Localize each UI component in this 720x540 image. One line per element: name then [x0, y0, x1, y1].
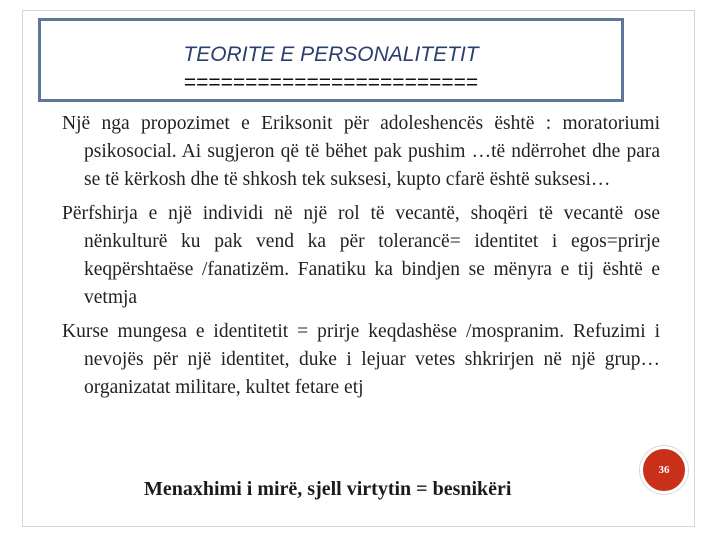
title-underline: ======================== — [183, 71, 479, 94]
slide-content — [62, 110, 660, 408]
page-number: 36 — [658, 464, 670, 476]
title-box — [38, 18, 624, 102]
page-number-badge — [640, 446, 688, 494]
paragraph-erikson-moratorium: Një nga propozimet e Eriksonit për adoleshencës është : moratoriumi psikosocial. Ai sugjeron që të bëhet pak pushim …të ndërrohet dhe para se të kërkosh dhe të shkosh tek suksesi, kupto cfarë është suksesi… — [62, 113, 660, 190]
slide-title: TEORITE E PERSONALITETIT — [183, 43, 479, 66]
paragraph-identity-lack: Kurse mungesa e identitetit = prirje keqdashëse /mospranim. Refuzimi i nevojës për një identitet, duke i lejuar vetes shkrirjen në një grup…organizatat militare, kultet fetare etj — [62, 321, 660, 398]
footer-statement: Menaxhimi i mirë, sjell virtytin = besnikëri — [144, 478, 512, 500]
paragraph-fanaticism: Përfshirja e një individi në një rol të vecantë, shoqëri të vecantë ose nënkulturë ku pak vend ka për tolerancë= identitet i egos=prirje keqpërshtaëse /fanatizëm. Fanatiku ka bindjen se mënyra e tij është e vetmja — [62, 203, 660, 308]
